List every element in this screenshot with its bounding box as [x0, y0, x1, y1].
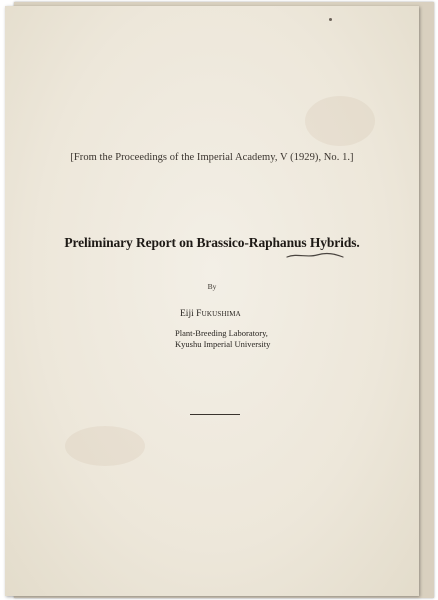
paper-stain [305, 96, 375, 146]
author-name [180, 309, 241, 319]
paper-stain [65, 426, 145, 466]
by-label: By [207, 282, 217, 291]
paper-title: Preliminary Report on Brassico-Raphanus Hybrids. [64, 235, 360, 250]
affiliation-line: Kyushu Imperial University [175, 339, 271, 349]
affiliation-line: Plant-Breeding Laboratory, [175, 328, 268, 338]
source-citation: [From the Proceedings of the Imperial Academy, V (1929), No. 1.] [70, 152, 354, 163]
speck-mark [329, 18, 332, 21]
author-first-name: Eiji [180, 309, 194, 319]
affiliation [175, 328, 270, 350]
closing-rule [190, 414, 240, 415]
pencil-underline-mark [285, 252, 345, 260]
document-page [5, 6, 419, 596]
author-last-name: Fukushima [196, 309, 241, 319]
